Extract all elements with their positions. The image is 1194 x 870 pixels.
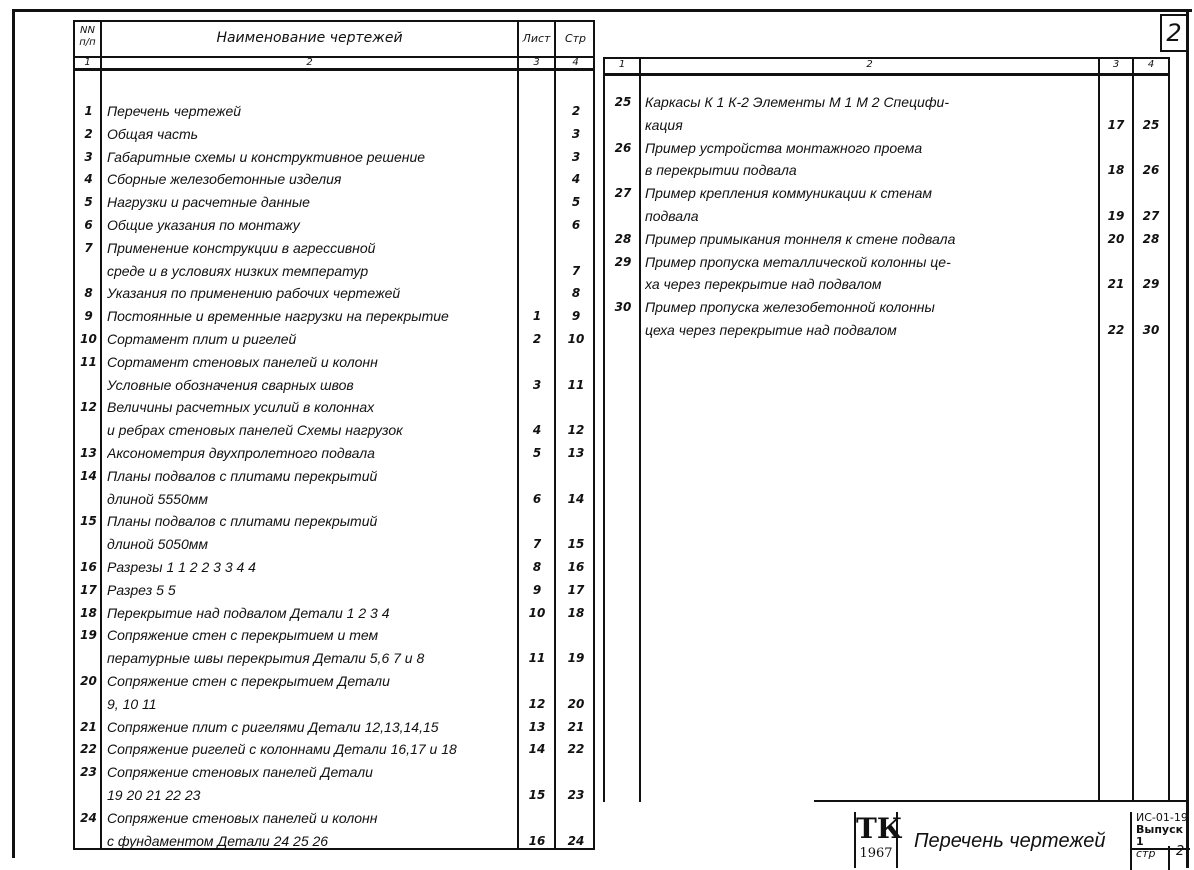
row-title [645,228,1095,251]
row-title [107,100,515,123]
row-number: 19 [80,628,97,643]
row-title-line: ха через перекрытие над подвалом [645,276,882,293]
code-box [1130,812,1190,870]
row-title-line: пературные швы перекрытия Детали 5,6 7 и 8 [107,650,425,667]
row-number: 29 [614,254,632,269]
header-num: NN п/п [79,25,96,48]
row-page: 12 [567,423,585,438]
row-title [107,351,515,397]
row-page: 30 [1142,322,1160,337]
row-number: 28 [614,231,632,246]
table-row [75,305,593,328]
row-number: 17 [80,582,97,597]
row-page: 15 [567,537,585,552]
col-number-4: 4 [572,57,579,68]
row-number: 23 [80,765,97,780]
row-number: 22 [80,742,97,757]
table-row [605,296,1168,342]
row-title-line: Разрезы 1 1 2 2 3 3 4 4 [107,559,256,575]
row-sheet: 4 [532,423,542,438]
row-page: 13 [567,446,585,460]
table-row [75,716,593,739]
table-row [605,91,1168,137]
row-title [107,624,515,670]
table-row [75,624,593,670]
row-title [107,123,515,146]
row-title-line: Каркасы К 1 К-2 Элементы М 1 М 2 Специфи- [645,94,949,110]
row-title-line: 9, 10 11 [107,695,157,712]
header-name: Наименование чертежей [216,30,403,46]
row-title-line: Сопряжение стен с перекрытием Детали [107,673,390,689]
row-title-line: Общая часть [107,125,199,142]
row-title [107,282,515,305]
row-title-line: Разрез 5 5 [107,581,176,598]
row-title [107,305,515,328]
row-title-line: Пример пропуска металлической колонны це- [645,253,951,270]
table-row [75,602,593,625]
row-title [645,137,1095,183]
row-sheet: 18 [1107,163,1125,178]
row-sheet: 15 [528,787,546,802]
table-row [605,182,1168,228]
row-title [107,214,515,237]
row-title-line: Пример крепления коммуникации к стенам [645,185,933,202]
row-title-line: среде и в условиях низких температур [107,262,369,279]
row-title-line: кация [645,116,683,133]
row-title [107,738,515,761]
row-title-line: Сопряжение стен с перекрытием и тем [107,627,379,644]
row-number: 2 [84,126,93,141]
row-number: 8 [84,286,93,301]
frame-right-border [1186,10,1189,868]
title-block [814,800,1188,870]
row-page: 25 [1142,117,1160,132]
row-sheet: 16 [528,833,546,848]
row-sheet: 12 [528,696,546,711]
row-number: 11 [80,354,97,369]
issue-label: Выпуск 1 [1132,824,1190,850]
row-number: 12 [80,400,97,415]
row-page: 27 [1142,208,1160,223]
frame-left-border [12,10,15,858]
row-title-line: Общие указания по монтажу [107,217,300,233]
row-title [107,146,515,169]
row-page: 7 [571,263,581,278]
frame-top-border [12,9,1192,12]
row-title-line: длиной 5050мм [107,536,208,553]
header-page: Стр [564,32,587,45]
row-page: 10 [567,332,585,346]
table-row [605,251,1168,297]
row-number: 20 [80,674,97,688]
row-number: 5 [84,195,93,210]
row-sheet: 21 [1107,277,1125,292]
row-number: 16 [80,560,97,574]
table-row [75,761,593,807]
table-row [75,214,593,237]
row-sheet: 22 [1107,322,1125,337]
row-page: 23 [567,787,585,802]
row-title-line: Сортамент стеновых панелей и колонн [107,353,378,370]
table-row [75,191,593,214]
row-title [107,579,515,602]
row-title-line: с фундаментом Детали 24 25 26 [107,832,329,849]
table-row [75,123,593,146]
row-sheet: 7 [532,537,542,552]
row-page: 3 [571,149,581,164]
row-title-line: Сопряжение стеновых панелей Детали [107,764,373,781]
table-row [75,237,593,283]
row-title-line: длиной 5550мм [107,490,208,507]
row-sheet: 10 [528,605,546,620]
page-value: 2 [1168,846,1184,870]
row-title-line: Перечень чертежей [107,103,242,119]
row-sheet: 8 [532,560,542,574]
row-number: 9 [84,309,93,324]
row-title [107,328,515,351]
row-title-line: Перекрытие над подвалом Детали 1 2 3 4 [107,604,390,621]
row-number: 13 [80,446,97,460]
row-page: 6 [571,218,581,232]
table-row [605,228,1168,251]
row-page: 18 [567,605,585,620]
page-number-box: 2 [1160,14,1188,52]
row-title [107,716,515,739]
col-number-2: 2 [306,57,313,68]
row-number: 15 [80,514,97,529]
row-page: 2 [571,104,581,118]
row-number: 6 [84,218,93,232]
document-code: ИС-01-19 [1136,811,1188,824]
row-title-line: Сборные железобетонные изделия [107,171,342,188]
row-number: 30 [614,300,632,315]
row-number: 1 [84,104,93,118]
table-row [75,351,593,397]
row-page: 19 [567,651,585,666]
row-title [645,251,1095,297]
row-title [107,442,515,465]
table-row [75,100,593,123]
header-divider [75,68,593,71]
row-title [107,465,515,511]
drawings-table-right [603,57,1170,802]
row-page: 17 [567,582,585,597]
row-sheet: 11 [528,651,546,666]
table-row [75,465,593,511]
row-title-line: и ребрах стеновых панелей Схемы нагрузок [107,422,403,439]
table-row [75,396,593,442]
row-title [107,168,515,191]
row-number: 3 [84,149,93,164]
row-page: 28 [1142,231,1160,246]
table-row [75,328,593,351]
row-title-line: Условные обозначения сварных швов [107,376,354,393]
row-sheet: 13 [528,719,546,734]
row-title-line: 19 20 21 22 23 [107,786,201,803]
row-title [107,761,515,807]
row-title-line: Сопряжение плит с ригелями Детали 12,13,14,15 [107,718,439,735]
table-row [75,807,593,853]
row-title-line: Величины расчетных усилий в колоннах [107,399,375,416]
row-page: 14 [567,491,585,506]
table-row [75,146,593,169]
row-number: 18 [80,605,97,620]
row-title-line: Указания по применению рабочих чертежей [107,285,401,302]
row-title [107,396,515,442]
row-title [107,191,515,214]
row-number: 14 [80,468,97,483]
row-title-line: Пример устройства монтажного проема [645,139,923,156]
row-title [107,807,515,853]
table-row [75,282,593,305]
row-title [107,556,515,579]
row-sheet: 17 [1107,117,1125,132]
row-page: 29 [1142,277,1160,292]
row-page: 22 [567,742,585,757]
row-title [107,237,515,283]
row-sheet: 2 [532,332,542,346]
row-page: 11 [567,377,585,392]
table-row [605,137,1168,183]
table-row [75,168,593,191]
drawings-table-left [73,20,595,850]
row-number: 7 [84,240,93,255]
row-title [107,602,515,625]
col-number-2: 2 [866,59,873,70]
table-row [75,670,593,716]
row-page: 5 [571,195,581,210]
row-number: 24 [80,810,97,825]
logo-text: ТК [856,812,903,845]
page-label: стр [1136,847,1156,860]
col-number-3: 3 [533,57,540,68]
row-number: 25 [614,95,632,109]
row-title-line: в перекрытии подвала [645,162,797,179]
col-number-1: 1 [84,57,91,68]
row-title-line: Постоянные и временные нагрузки на перекрытие [107,308,449,325]
row-title-line: Пример пропуска железобетонной колонны [645,299,935,316]
table-row [75,738,593,761]
document-title: Перечень чертежей [914,830,1106,852]
header-sheet: Лист [522,32,551,45]
row-page: 3 [571,126,581,141]
row-title-line: Сортамент плит и ригелей [107,331,297,347]
col-number-4: 4 [1147,59,1155,70]
row-title-line: Планы подвалов с плитами перекрытий [107,513,378,530]
row-title-line: Планы подвалов с плитами перекрытий [107,467,378,484]
row-number: 10 [80,332,97,346]
col-number-3: 3 [1112,59,1120,70]
row-title-line: Пример примыкания тоннеля к стене подвала [645,230,956,247]
row-title [107,510,515,556]
table-row [75,556,593,579]
row-page: 26 [1142,163,1160,178]
row-sheet: 9 [532,582,542,597]
row-title-line: цеха через перекрытие над подвалом [645,321,897,338]
row-page: 20 [567,696,585,711]
row-title [645,296,1095,342]
row-title-line: Нагрузки и расчетные данные [107,194,310,211]
row-page: 21 [567,719,585,734]
row-page: 4 [571,172,581,187]
year: 1967 [859,846,893,861]
header-divider [605,73,1168,76]
col-number-1: 1 [618,59,626,70]
row-title [645,91,1095,137]
row-page: 8 [571,286,581,301]
row-title-line: Аксонометрия двухпролетного подвала [107,445,375,461]
row-title-line: Габаритные схемы и конструктивное решение [107,148,426,165]
row-number: 26 [614,140,632,155]
logo [854,812,903,868]
row-title-line: Применение конструкции в агрессивной [107,239,376,256]
row-title-line: Сопряжение ригелей с колоннами Детали 16,17 и 18 [107,741,457,758]
row-number: 21 [80,719,97,734]
row-sheet: 3 [532,377,542,392]
row-page: 24 [567,833,585,848]
table-row [75,510,593,556]
row-title [645,182,1095,228]
row-sheet: 19 [1107,208,1125,223]
table-row [75,442,593,465]
row-title-line: Сопряжение стеновых панелей и колонн [107,809,378,826]
row-sheet: 6 [532,491,542,506]
table-row [75,579,593,602]
row-title [107,670,515,716]
row-number: 27 [614,186,632,201]
row-sheet: 20 [1107,231,1125,246]
row-page: 9 [571,309,581,324]
row-sheet: 14 [528,742,546,757]
row-page: 16 [567,560,585,574]
row-title-line: подвала [645,207,699,224]
row-number: 4 [84,172,93,187]
row-sheet: 5 [532,446,542,460]
row-sheet: 1 [532,309,542,324]
